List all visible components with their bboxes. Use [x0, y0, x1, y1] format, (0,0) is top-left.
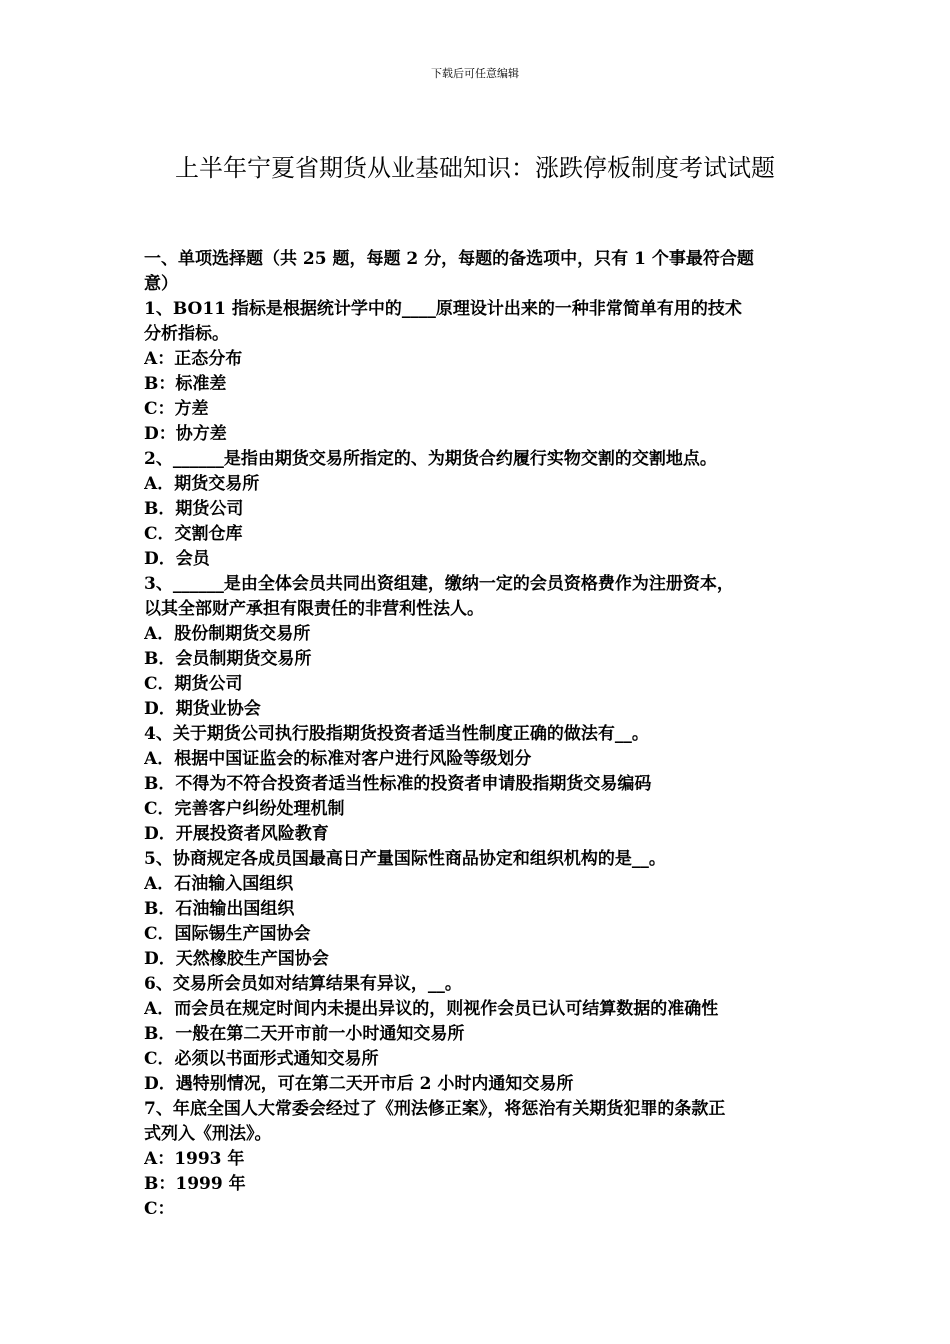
question-5-option-d: D．天然橡胶生产国协会 — [144, 949, 329, 969]
question-6-option-d: D．遇特别情况，可在第二天开市后 2 小时内通知交易所 — [144, 1074, 574, 1094]
question-6-stem: 6、交易所会员如对结算结果有异议，__。 — [144, 974, 462, 994]
question-1-option-b: B：标准差 — [144, 374, 227, 394]
question-1-option-d: D：协方差 — [144, 424, 227, 444]
question-1-stem: 1、BO11 指标是根据统计学中的____原理设计出来的一种非常简单有用的技术 — [144, 299, 742, 319]
section-heading-line: 意） — [144, 274, 178, 294]
document-body — [144, 247, 808, 1222]
question-3-option-c: C．期货公司 — [144, 674, 243, 694]
question-2-option-d: D．会员 — [144, 549, 210, 569]
question-5-option-b: B．石油输出国组织 — [144, 899, 295, 919]
question-3-option-b: B．会员制期货交易所 — [144, 649, 312, 669]
page-header-note: 下载后可任意编辑 — [431, 67, 519, 80]
question-2-option-c: C．交割仓库 — [144, 524, 243, 544]
question-5-option-a: A．石油输入国组织 — [144, 874, 294, 894]
question-2-option-b: B．期货公司 — [144, 499, 244, 519]
question-4-option-a: A．根据中国证监会的标准对客户进行风险等级划分 — [144, 749, 532, 769]
question-7-option-a: A：1993 年 — [144, 1149, 245, 1169]
question-2-option-a: A．期货交易所 — [144, 474, 260, 494]
question-7-option-b: B：1999 年 — [144, 1174, 246, 1194]
question-3-stem: 以其全部财产承担有限责任的非营利性法人。 — [144, 599, 484, 619]
question-2-stem: 2、______是指由期货交易所指定的、为期货合约履行实物交割的交割地点。 — [144, 449, 717, 469]
question-5-stem: 5、协商规定各成员国最高日产量国际性商品协定和组织机构的是__。 — [144, 849, 666, 869]
question-4-option-d: D．开展投资者风险教育 — [144, 824, 329, 844]
question-7-stem: 7、年底全国人大常委会经过了《刑法修正案》，将惩治有关期货犯罪的条款正 — [144, 1099, 726, 1119]
question-7-stem: 式列入《刑法》。 — [144, 1124, 272, 1144]
section-heading-line: 一、单项选择题（共 25 题，每题 2 分，每题的备选项中，只有 1 个事最符合题 — [144, 249, 754, 269]
question-3-option-a: A．股份制期货交易所 — [144, 624, 311, 644]
question-4-option-c: C．完善客户纠纷处理机制 — [144, 799, 345, 819]
question-1-option-a: A：正态分布 — [144, 349, 243, 369]
question-7-option-c: C： — [144, 1199, 175, 1219]
question-6-option-b: B．一般在第二天开市前一小时通知交易所 — [144, 1024, 465, 1044]
question-4-option-b: B．不得为不符合投资者适当性标准的投资者申请股指期货交易编码 — [144, 774, 652, 794]
question-1-stem: 分析指标。 — [144, 324, 229, 344]
question-3-option-d: D．期货业协会 — [144, 699, 261, 719]
question-4-stem: 4、关于期货公司执行股指期货投资者适当性制度正确的做法有__。 — [144, 724, 649, 744]
question-3-stem: 3、______是由全体会员共同出资组建，缴纳一定的会员资格费作为注册资本， — [144, 574, 734, 594]
question-6-option-c: C．必须以书面形式通知交易所 — [144, 1049, 379, 1069]
question-5-option-c: C．国际锡生产国协会 — [144, 924, 311, 944]
question-1-option-c: C：方差 — [144, 399, 209, 419]
question-6-option-a: A．而会员在规定时间内未提出异议的，则视作会员已认可结算数据的准确性 — [144, 999, 719, 1019]
document-title: 上半年宁夏省期货从业基础知识：涨跌停板制度考试试题 — [175, 154, 775, 182]
